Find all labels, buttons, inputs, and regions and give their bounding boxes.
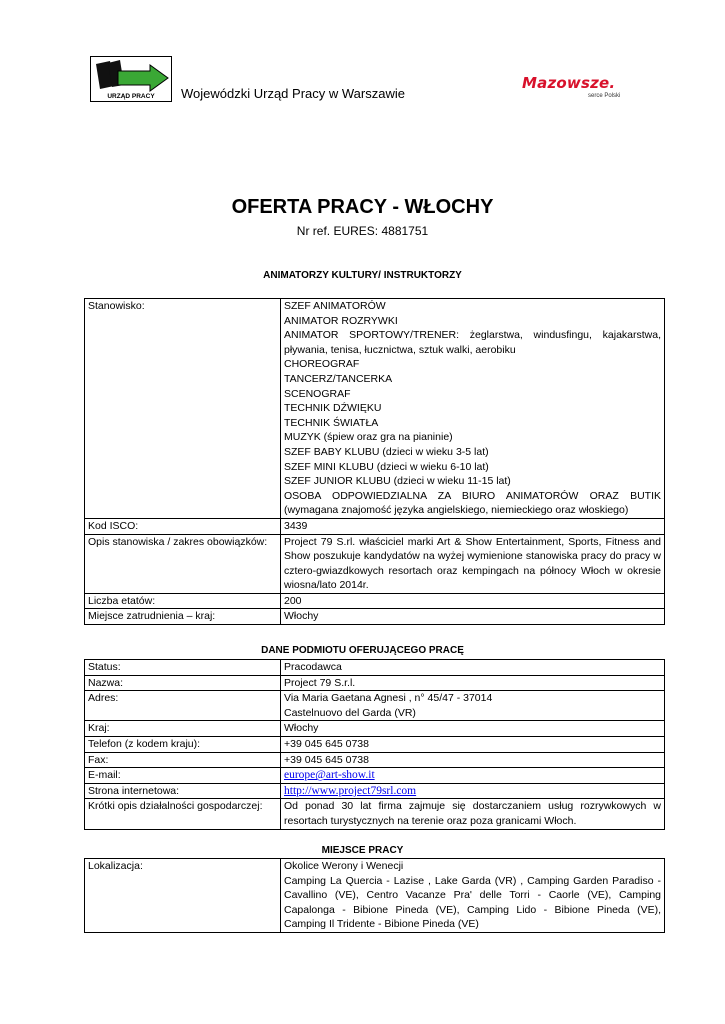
table-row bbox=[85, 799, 665, 829]
position-item: OSOBA ODPOWIEDZIALNA ZA BIURO ANIMATORÓW ORAZ BUTIK (wymagana znajomość języka angielskiego, niemieckiego oraz włoskiego) bbox=[284, 489, 661, 517]
label-stanowisko: Stanowisko: bbox=[85, 299, 281, 519]
position-item: TANCERZ/TANCERKA bbox=[284, 372, 393, 385]
value-email-cell bbox=[281, 768, 665, 784]
address-line: Castelnuovo del Garda (VR) bbox=[284, 706, 416, 719]
value-name: Project 79 S.r.l. bbox=[281, 675, 665, 691]
table-row bbox=[85, 593, 665, 609]
organization-name: Wojewódzki Urząd Pracy w Warszawie bbox=[181, 86, 405, 101]
section-heading-job: ANIMATORZY KULTURY/ INSTRUKTORZY bbox=[263, 270, 462, 281]
label-name: Nazwa: bbox=[85, 675, 281, 691]
mazowsze-logo-text: Mazowsze. bbox=[522, 74, 616, 92]
label-employer-country: Kraj: bbox=[85, 721, 281, 737]
table-row bbox=[85, 299, 665, 519]
table-row bbox=[85, 752, 665, 768]
position-item: SZEF ANIMATORÓW bbox=[284, 300, 386, 312]
workplace-table bbox=[84, 858, 665, 933]
table-row bbox=[85, 736, 665, 752]
value-employer-country: Włochy bbox=[281, 721, 665, 737]
value-website-cell bbox=[281, 783, 665, 799]
website-link[interactable]: http://www.project79srl.com bbox=[284, 784, 417, 797]
table-row bbox=[85, 721, 665, 737]
label-status: Status: bbox=[85, 660, 281, 676]
value-location bbox=[281, 859, 665, 933]
label-phone: Telefon (z kodem kraju): bbox=[85, 736, 281, 752]
value-stanowisko bbox=[281, 299, 665, 519]
position-item: SZEF BABY KLUBU (dzieci w wieku 3-5 lat) bbox=[284, 445, 489, 458]
value-isco: 3439 bbox=[281, 518, 665, 534]
section-heading-workplace: MIEJSCE PRACY bbox=[321, 845, 404, 856]
mazowsze-logo bbox=[522, 74, 632, 108]
address-line: Via Maria Gaetana Agnesi , n° 45/47 - 37014 bbox=[284, 692, 493, 705]
label-positions-count: Liczba etatów: bbox=[85, 593, 281, 609]
value-country: Włochy bbox=[281, 609, 665, 625]
table-row bbox=[85, 660, 665, 676]
label-isco: Kod ISCO: bbox=[85, 518, 281, 534]
location-campings: Camping La Quercia - Lazise , Lake Garda (VR) , Camping Garden Paradiso - Cavallino (VE), Centro Vacanze Pra' delle Torri - Caorle (VE), Camping Capalonga - Bibione Pineda (VE), Camping Lido - Bibione Pineda (VE), Camping Il Tridente - Bibione Pineda (VE) bbox=[284, 874, 661, 931]
table-row bbox=[85, 859, 665, 933]
logo-left-text: URZĄD PRACY bbox=[107, 93, 155, 100]
table-row bbox=[85, 518, 665, 534]
section-heading-employer: DANE PODMIOTU OFERUJĄCEGO PRACĘ bbox=[261, 645, 464, 656]
mazowsze-logo-subtext: serce Polski bbox=[588, 93, 621, 99]
position-item: MUZYK (śpiew oraz gra na pianinie) bbox=[284, 431, 453, 444]
position-item: SZEF JUNIOR KLUBU (dzieci w wieku 11-15 lat) bbox=[284, 475, 511, 488]
page-title: OFERTA PRACY - WŁOCHY bbox=[231, 196, 494, 218]
table-row bbox=[85, 691, 665, 721]
label-website: Strona internetowa: bbox=[85, 783, 281, 799]
table-row bbox=[85, 675, 665, 691]
label-location: Lokalizacja: bbox=[85, 859, 281, 933]
reference-number: Nr ref. EURES: 4881751 bbox=[296, 224, 429, 238]
label-job-description: Opis stanowiska / zakres obowiązków: bbox=[85, 534, 281, 593]
label-country: Miejsce zatrudnienia – kraj: bbox=[85, 609, 281, 625]
label-email: E-mail: bbox=[85, 768, 281, 784]
value-status: Pracodawca bbox=[281, 660, 665, 676]
value-address bbox=[281, 691, 665, 721]
position-item: TECHNIK DŹWIĘKU bbox=[284, 402, 382, 415]
label-business-description: Krótki opis działalności gospodarczej: bbox=[85, 799, 281, 829]
position-item: SCENOGRAF bbox=[284, 387, 351, 400]
value-job-description: Project 79 S.rl. właściciel marki Art & Show Entertainment, Sports, Fitness and Show poszukuje kandydatów na wyżej wymienione stanowiska pracy do pracy w cztero-gwiazdkowych resortach oraz kempingach na północy Włoch w okresie wiosna/lato 2014r. bbox=[281, 534, 665, 593]
urzad-pracy-logo bbox=[90, 56, 172, 102]
position-item: TECHNIK ŚWIATŁA bbox=[284, 416, 379, 429]
employer-table bbox=[84, 659, 665, 830]
job-details-table bbox=[84, 298, 665, 625]
table-row bbox=[85, 609, 665, 625]
position-item: ANIMATOR ROZRYWKI bbox=[284, 314, 398, 327]
label-fax: Fax: bbox=[85, 752, 281, 768]
position-item: ANIMATOR SPORTOWY/TRENER: żeglarstwa, windusfingu, kajakarstwa, pływania, tenisa, łucznictwa, sztuk walki, aerobiku bbox=[284, 329, 661, 356]
table-row bbox=[85, 534, 665, 593]
value-fax: +39 045 645 0738 bbox=[281, 752, 665, 768]
position-item: SZEF MINI KLUBU (dzieci w wieku 6-10 lat) bbox=[284, 460, 489, 473]
value-phone: +39 045 645 0738 bbox=[281, 736, 665, 752]
table-row bbox=[85, 768, 665, 784]
location-region: Okolice Werony i Wenecji bbox=[284, 860, 404, 872]
table-row bbox=[85, 783, 665, 799]
label-address: Adres: bbox=[85, 691, 281, 721]
value-positions-count: 200 bbox=[281, 593, 665, 609]
value-business-description: Od ponad 30 lat firma zajmuje się dostarczaniem usług rozrywkowych w resortach turystycznych na terenie oraz poza granicami Włoch. bbox=[281, 799, 665, 829]
position-item: CHOREOGRAF bbox=[284, 358, 360, 371]
email-link[interactable]: europe@art-show.it bbox=[284, 769, 375, 782]
page-header bbox=[0, 0, 725, 130]
